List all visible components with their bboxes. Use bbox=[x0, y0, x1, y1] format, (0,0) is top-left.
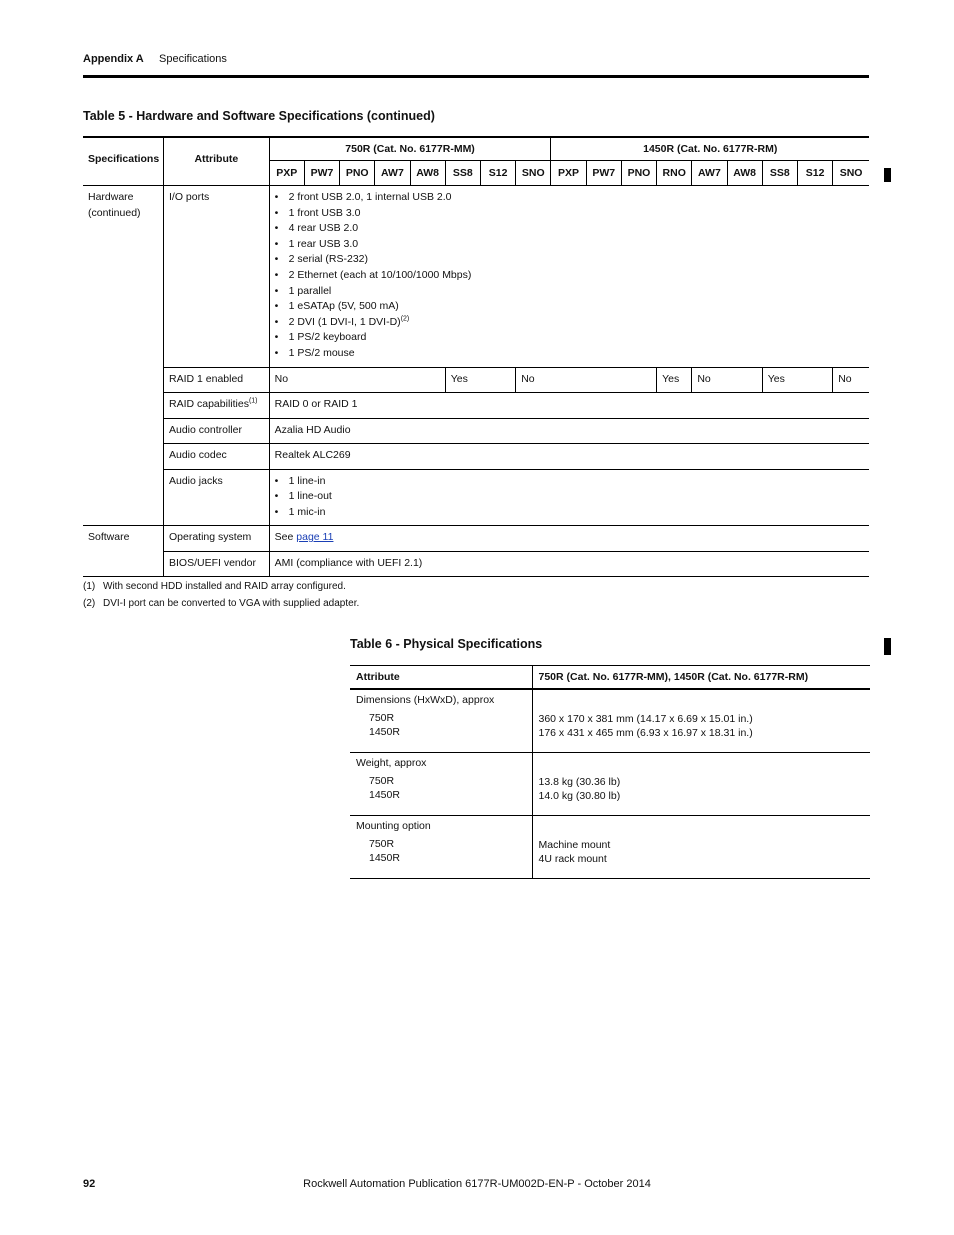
code-1450-pno: PNO bbox=[621, 161, 656, 186]
table-row bbox=[350, 689, 870, 753]
code-750-ss8: SS8 bbox=[445, 161, 480, 186]
col-header-models: 750R (Cat. No. 6177R-MM), 1450R (Cat. No. 6177R-RM) bbox=[532, 666, 870, 690]
code-1450-pw7: PW7 bbox=[586, 161, 621, 186]
table-row bbox=[83, 526, 869, 552]
publication-info: Rockwell Automation Publication 6177R-UM002D-EN-P - October 2014 bbox=[303, 1178, 651, 1190]
table-row bbox=[83, 469, 869, 526]
attr-audio-controller: Audio controller bbox=[164, 418, 270, 444]
attr-audio-jacks: Audio jacks bbox=[164, 469, 270, 526]
list-item: • 2 serial (RS-232) bbox=[275, 252, 864, 268]
footnote-ref: (2) bbox=[400, 315, 410, 323]
code-1450-ss8: SS8 bbox=[762, 161, 797, 186]
table-row bbox=[350, 816, 870, 879]
change-bar-marker bbox=[884, 168, 891, 182]
attr-dimensions: Dimensions (HxWxD), approx 750R 1450R bbox=[350, 689, 532, 753]
code-1450-rno: RNO bbox=[657, 161, 692, 186]
code-750-aw8: AW8 bbox=[410, 161, 445, 186]
code-1450-aw8: AW8 bbox=[727, 161, 762, 186]
footnote-2: (2) DVI-I port can be converted to VGA with supplied adapter. bbox=[83, 598, 360, 609]
code-1450-s12: S12 bbox=[797, 161, 832, 186]
attr-bios-vendor: BIOS/UEFI vendor bbox=[164, 551, 270, 577]
code-1450-aw7: AW7 bbox=[692, 161, 727, 186]
appendix-label: Appendix A bbox=[83, 53, 144, 65]
list-item: • 1 line-in bbox=[275, 474, 864, 490]
col-header-attribute: Attribute bbox=[164, 137, 270, 186]
table-row bbox=[83, 444, 869, 470]
attr-audio-codec: Audio codec bbox=[164, 444, 270, 470]
raid1-value: No bbox=[692, 367, 762, 393]
group-header-750r: 750R (Cat. No. 6177R-MM) bbox=[269, 137, 551, 161]
raid1-value: Yes bbox=[657, 367, 692, 393]
list-item: • 1 eSATAp (5V, 500 mA) bbox=[275, 299, 864, 315]
list-item: • 2 front USB 2.0, 1 internal USB 2.0 bbox=[275, 190, 864, 206]
group-header-1450r: 1450R (Cat. No. 6177R-RM) bbox=[551, 137, 869, 161]
code-750-pw7: PW7 bbox=[304, 161, 339, 186]
table-row bbox=[83, 418, 869, 444]
code-750-pxp: PXP bbox=[269, 161, 304, 186]
list-item: • 1 parallel bbox=[275, 284, 864, 300]
code-750-sno: SNO bbox=[516, 161, 551, 186]
table5 bbox=[83, 136, 869, 577]
header-rule bbox=[83, 75, 869, 78]
code-750-pno: PNO bbox=[340, 161, 375, 186]
table5-title: Table 5 - Hardware and Software Specifications (continued) bbox=[83, 109, 435, 123]
list-item: • 1 PS/2 mouse bbox=[275, 346, 864, 362]
audio-jacks-list bbox=[275, 474, 864, 521]
section-label: Specifications bbox=[159, 53, 227, 65]
table6-title: Table 6 - Physical Specifications bbox=[350, 637, 543, 651]
value-weight: 13.8 kg (30.36 lb) 14.0 kg (30.80 lb) bbox=[532, 753, 870, 816]
value-audio-codec: Realtek ALC269 bbox=[269, 444, 869, 470]
list-item: • 2 DVI (1 DVI-I, 1 DVI-D)$^{(2)}$ bbox=[275, 315, 864, 331]
value-audio-jacks bbox=[269, 469, 869, 526]
attr-operating-system: Operating system bbox=[164, 526, 270, 552]
list-item: • 1 front USB 3.0 bbox=[275, 206, 864, 222]
code-1450-sno: SNO bbox=[833, 161, 869, 186]
list-item: • 1 mic-in bbox=[275, 505, 864, 521]
col-header-attribute: Attribute bbox=[350, 666, 532, 690]
col-header-specifications: Specifications bbox=[83, 137, 164, 186]
code-1450-pxp: PXP bbox=[551, 161, 586, 186]
table6 bbox=[350, 665, 870, 879]
attr-raid1: RAID 1 enabled bbox=[164, 367, 270, 393]
table-row bbox=[83, 367, 869, 393]
raid1-value: Yes bbox=[445, 367, 515, 393]
change-bar-marker bbox=[884, 638, 891, 655]
table-row bbox=[350, 753, 870, 816]
value-mounting: Machine mount 4U rack mount bbox=[532, 816, 870, 879]
raid1-value: No bbox=[269, 367, 445, 393]
page-link[interactable]: page 11 bbox=[296, 531, 334, 544]
value-raid-capabilities: RAID 0 or RAID 1 bbox=[269, 393, 869, 419]
raid1-value: No bbox=[516, 367, 657, 393]
list-item: • 4 rear USB 2.0 bbox=[275, 221, 864, 237]
list-item: • 1 line-out bbox=[275, 489, 864, 505]
attr-mounting: Mounting option 750R 1450R bbox=[350, 816, 532, 879]
value-audio-controller: Azalia HD Audio bbox=[269, 418, 869, 444]
value-io-ports bbox=[269, 186, 869, 368]
table-row bbox=[83, 393, 869, 419]
raid1-value: No bbox=[833, 367, 869, 393]
table-row bbox=[83, 551, 869, 577]
footnote-1: (1) With second HDD installed and RAID array configured. bbox=[83, 581, 346, 592]
list-item: • 1 rear USB 3.0 bbox=[275, 237, 864, 253]
attr-io-ports: I/O ports bbox=[164, 186, 270, 368]
footnote-ref: (1) bbox=[248, 397, 258, 405]
code-750-aw7: AW7 bbox=[375, 161, 410, 186]
category-software: Software bbox=[83, 526, 164, 577]
io-ports-list bbox=[275, 190, 864, 362]
value-dimensions: 360 x 170 x 381 mm (14.17 x 6.69 x 15.01 in.) 176 x 431 x 465 mm (6.93 x 16.97 x 18.31 in.) bbox=[532, 689, 870, 753]
attr-raid-capabilities: RAID capabilities$^{(1)}$ bbox=[164, 393, 270, 419]
table-row bbox=[83, 186, 869, 368]
value-bios-vendor: AMI (compliance with UEFI 2.1) bbox=[269, 551, 869, 577]
list-item: • 2 Ethernet (each at 10/100/1000 Mbps) bbox=[275, 268, 864, 284]
raid1-value: Yes bbox=[762, 367, 832, 393]
category-hardware: Hardware (continued) bbox=[83, 186, 164, 526]
page-number: 92 bbox=[83, 1178, 96, 1190]
value-operating-system: See page 11 bbox=[269, 526, 869, 552]
list-item: • 1 PS/2 keyboard bbox=[275, 330, 864, 346]
code-750-s12: S12 bbox=[480, 161, 515, 186]
attr-weight: Weight, approx 750R 1450R bbox=[350, 753, 532, 816]
